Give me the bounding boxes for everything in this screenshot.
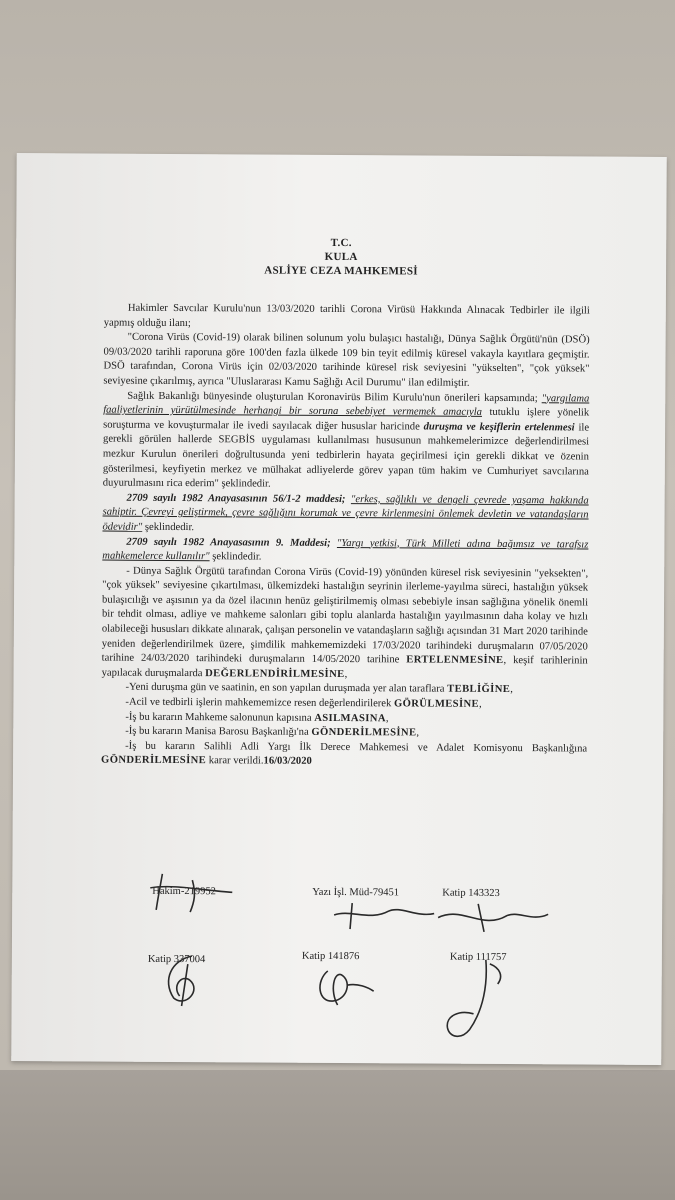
signature-katip4-scribble (429, 951, 520, 1045)
decision-gorulmesine: GÖRÜLMESİNE (393, 698, 480, 710)
decision-gonderilmesine: GÖNDERİLMESİNE (101, 754, 207, 767)
decision-date: 16/03/2020 (263, 755, 312, 768)
text: , (385, 712, 389, 724)
paragraph-komisyon (101, 739, 587, 771)
decision-tebligine: TEBLİĞİNE (447, 684, 511, 696)
floor-background (0, 1070, 675, 1200)
article-title: 2709 sayılı 1982 Anayasasının 9. Maddesi; (126, 536, 331, 549)
signature-katip2-label: Katip 337004 (147, 953, 206, 966)
underlined-quote: "yargılama faaliyetlerinin yürütülmesinde herhangi bir soruna sebebiyet vermemek amacıyla (103, 392, 590, 419)
paragraph-anayasa-9 (102, 535, 588, 567)
text: , (416, 727, 420, 739)
article-quote: "erkes, sağlıklı ve dengeli çevrede yaşama hakkında sahiptir. Çevreyi geliştirmek, çevre sağlığını korumak ve çevre kirlenmesini önlemek devletin ve vatandaşların ödevidir" (102, 493, 589, 533)
text: karar verildi. (208, 755, 264, 767)
decision-asilmasina: ASILMASINA (314, 712, 386, 724)
paragraph-corona: "Corona Virüs (Covid-19) olarak bilinen solunum yolu bulaşıcı hastalığı, Dünya Sağlık Örgütü'nün (DSÖ) 09/03/2020 tarihli raporuna göre 100'den fazla ülkede 109 bin teyit edilmiş küresel vakayla kayıtlara geçmiştir. DSÖ tarafından, Corona Virüs için 02/03/2020 tarihinde küresel risk seviyesini "yükselten", "çok yüksek" seviyesine çıkarılmış, ayrıca "Uluslararası Kamu Sağlığı Acil Durumu" ilan edilmiştir. (103, 331, 590, 389)
text: -İş bu kararın Salihli Adli Yargı İlk Derece Mahkemesi ve Adalet Komisyonu Başkanlığına (125, 740, 588, 755)
text: Sağlık Bakanlığı bünyesinde oluşturulan Koronavirüs Bilim Kurulu'nun önerileri kapsamında; (127, 390, 538, 404)
paragraph-intro: Hakimler Savcılar Kurulu'nun 13/03/2020 tarihli Corona Virüsü Hakkında Alınacak Tedbirler ile ilgili yapmış olduğu ilanı; (103, 302, 590, 329)
article-title: 2709 sayılı 1982 Anayasasının 56/1-2 maddesi; (126, 492, 346, 505)
text: -Yeni duruşma gün ve saatinin, en son yapılan duruşmada yer alan taraflara (125, 682, 445, 696)
text: , keşif tarihlerinin yapılacak duruşmalarda (101, 655, 588, 680)
decision-degerlendirilmesine: DEĞERLENDİRİLMESİNE (205, 668, 345, 680)
signature-hakim-label: Hakim-219952 (152, 885, 216, 898)
signature-mudur-label: Yazı İşl. Müd-79451 (312, 886, 400, 899)
article-quote: "Yargı yetkisi, Türk Milleti adına bağımsız ve tarafsız mahkemelerce kullanılır" (102, 537, 589, 563)
header-tc: T.C. (330, 236, 352, 250)
signature-hakim-scribble (132, 866, 252, 917)
text: -İş bu kararın Manisa Barosu Başkanlığı'na (125, 725, 309, 739)
decision-ertelenmesine: ERTELENMESİNE (406, 654, 504, 667)
text: tutuklu işlere yönelik soruşturma ve kovuşturmalar ile ivedi sayılacak diğer hususlar haricinde (103, 407, 590, 433)
text: , (478, 698, 482, 710)
header-court: ASLİYE CEZA MAHKEMESİ (264, 264, 418, 278)
text: şeklindedir. (212, 551, 262, 563)
signature-katip3-scribble (308, 961, 378, 1011)
signature-katip1-label: Katip 143323 (442, 887, 500, 899)
paragraph-anayasa-56 (102, 491, 588, 538)
text: şeklindedir. (144, 521, 195, 534)
signature-katip3-label: Katip 141876 (301, 950, 360, 963)
text: - Dünya Sağlık Örgütü tarafından Corona Virüs (Covid-19) yönünden küresel risk seviyesinin "yeksekten", "çok yüksek" seviyesine çıkartılması, ülkemizdeki hastalığın seyrinin ilerleme-yayılma süreci, hastalığın yüksek bulaşıcılığı ve aşısının ya da özel ilacının henüz geliştirilmemiş olması sebebiyle insan sağlığına yönelik önemli bir tehdit olması, adliye ve mahkeme salonları gibi toplu alanlarda hastalığın yayılmasının daha kolay ve hızlı olabileceği hususları dikkate alınarak, çalışan personelin ve vatandaşların sağlığı açısından 31 Mart 2020 tarihinde yeniden değerlendirilmek üzere, şimdilik mahkememizdeki 17/03/2020 tarihindeki duruşmaların 07/05/2020 tarihine 24/03/2020 tarihindeki duruşmaların 14/05/2020 tarihine (101, 565, 589, 666)
text: -Acil ve tedbirli işlerin mahkememizce resen değerlendirilerek (125, 696, 392, 710)
signature-katip1-scribble (432, 898, 552, 939)
emphasis-erteleme: duruşma ve keşiflerin ertelenmesi (423, 421, 575, 434)
header-city: KULA (324, 250, 358, 264)
court-document (11, 153, 667, 1065)
signature-katip4-label: Katip 111757 (449, 951, 507, 964)
document-body (101, 302, 590, 772)
text: ile gerekli görülen hallerde SEGBİS uygulaması kullanılması hususunun mahkemelerimizce değerlendirilmesi mezkur Kurulun önerileri doğrultusunda yeni tedbirlerin hayata geçirilmesi için gerekli dikkat ve özenin gösterilmesi, keyfiyetin merkez ve mülhakat adliyelerde görev yapan tüm hakim ve Cumhuriyet savcılarına duyurulmasını rica ederim" şeklindedir. (102, 422, 590, 490)
signature-katip2-scribble (152, 950, 222, 1010)
signature-mudur-scribble (330, 895, 440, 936)
text: , (510, 684, 513, 696)
paragraph-bilim-kurulu (103, 389, 590, 494)
decision-gonderilmesine: GÖNDERİLMESİNE (311, 727, 417, 739)
text: -İş bu kararın Mahkeme salonunun kapısına (125, 711, 312, 724)
text: , (344, 668, 348, 680)
paragraph-decision (102, 564, 589, 684)
